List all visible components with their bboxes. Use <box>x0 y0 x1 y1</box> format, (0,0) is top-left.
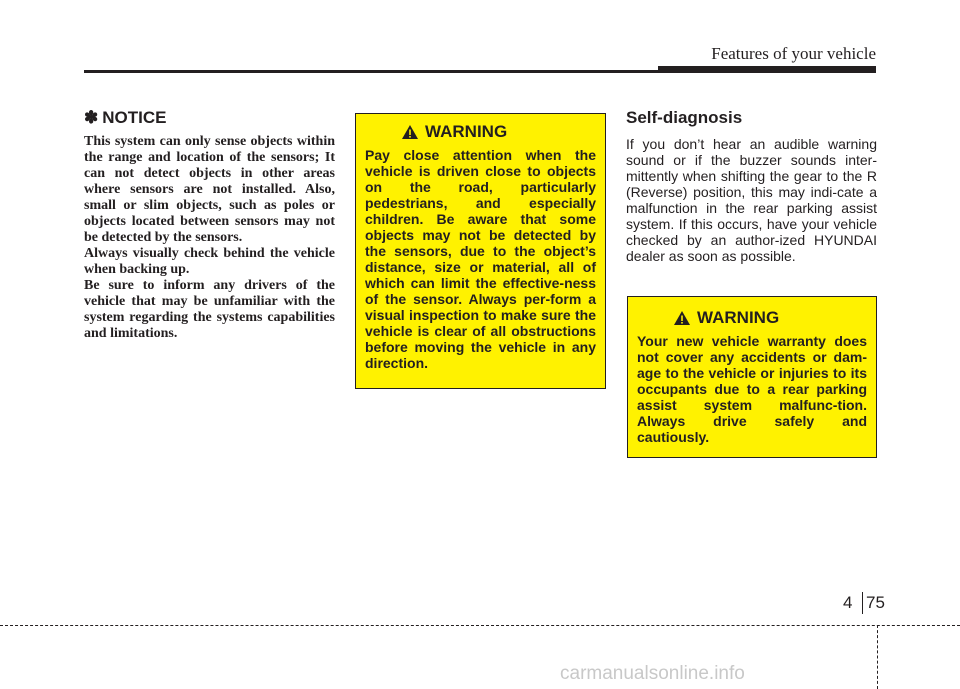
self-diagnosis-heading: Self-diagnosis <box>626 108 743 127</box>
warning-heading <box>401 122 596 142</box>
warning-heading-text: WARNING <box>425 122 508 141</box>
warning-box-proximity <box>355 113 606 389</box>
notice-heading <box>84 108 335 128</box>
page-number-separator <box>862 592 863 614</box>
warning-box-warranty <box>627 296 877 458</box>
header-rule-accent <box>658 66 876 73</box>
warning-heading-text: WARNING <box>697 308 780 327</box>
notice-symbol-icon: ✽ <box>84 108 99 127</box>
footer-rule <box>0 625 960 626</box>
notice-section <box>84 108 335 342</box>
warning-triangle-icon <box>673 310 691 326</box>
notice-heading-text: NOTICE <box>102 108 167 127</box>
warning-heading <box>673 308 867 328</box>
header-title: Features of your vehicle <box>711 44 876 63</box>
warning-body: Your new vehicle warranty does not cover any accidents or dam-age to the vehicle or injuries to its occupants due to a rear parking assist system malfunc-tion. Always drive safely and cautiously. <box>637 333 867 445</box>
warning-triangle-icon <box>401 124 419 140</box>
notice-body: This system can only sense objects within the range and location of the sensors; It can not detect objects in other areas where sensors are not installed. Also, small or slim objects, such as poles or objects located between sensors may not be detected by the sensors. Always visually check behind the vehicle when backing up. Be sure to inform any drivers of the vehicle that may be unfamiliar with the system regarding the systems capabilities and limitations. <box>84 134 335 341</box>
warning-body: Pay close attention when the vehicle is driven close to objects on the road, particularly pedestrians, and especially children. Be aware that some objects may not be detected by the sensors, due to the object’s distance, size or material, all of which can limit the effective-ness of the sensor. Always per-form a visual inspection to make sure the vehicle is clear of all obstructions before moving the vehicle in any direction. <box>365 147 596 371</box>
self-diagnosis-body: If you don’t hear an audible warning sound or if the buzzer sounds inter-mittently when shifting the gear to the R (Reverse) position, this may indi-cate a malfunction in the rear parking assist system. If this occurs, have your vehicle checked by an author-ized HYUNDAI dealer as soon as possible. <box>626 136 877 264</box>
chapter-number: 4 <box>843 593 853 612</box>
page-number: 75 <box>866 593 885 612</box>
self-diagnosis-section <box>626 108 877 264</box>
watermark: carmanualsonline.info <box>560 663 745 684</box>
footer-divider <box>877 625 878 689</box>
